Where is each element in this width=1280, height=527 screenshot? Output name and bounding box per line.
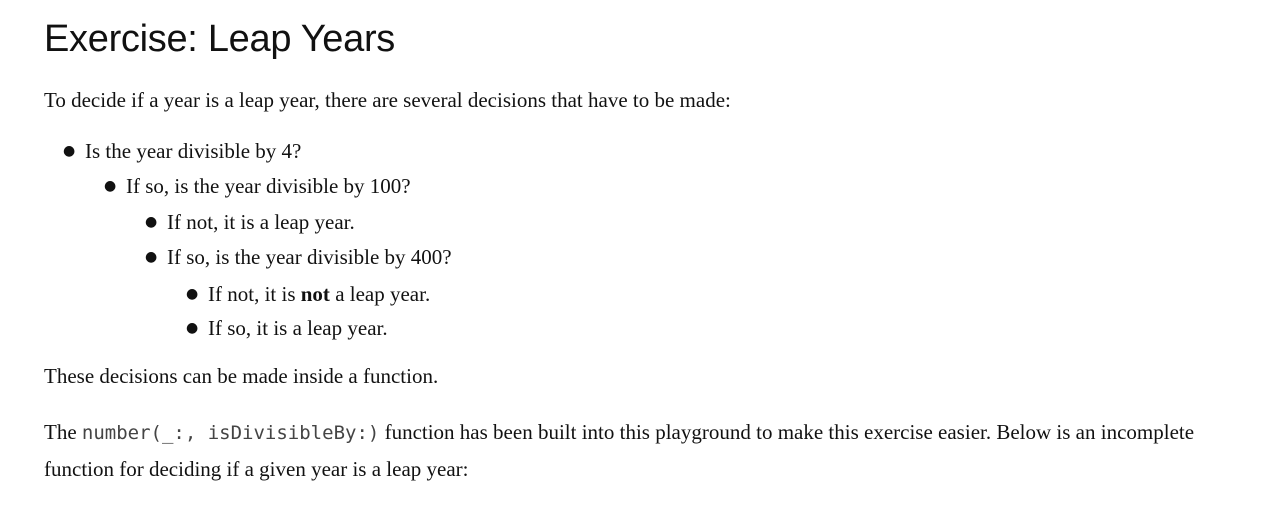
list-item-not-400-not-leap — [186, 279, 431, 309]
list-item-not-100-leap — [145, 207, 355, 237]
page-title: Exercise: Leap Years — [44, 18, 396, 60]
list-item-text: If so, is the year divisible by 100? — [126, 174, 411, 198]
bullet-icon: ● — [63, 143, 76, 159]
text-segment: function has been built into this playground to make this exercise easier. Below is an incomplete function for deciding if a given year is a leap year: — [44, 420, 1195, 481]
text-segment: The — [44, 420, 82, 444]
list-item-divisible-by-4 — [63, 136, 302, 166]
list-item-text: If not, it is a leap year. — [167, 210, 355, 234]
function-paragraph — [44, 414, 1264, 487]
bullet-icon: ● — [186, 320, 199, 336]
text-segment: If not, it is — [208, 282, 301, 306]
list-item-text: Is the year divisible by 4? — [85, 139, 302, 163]
bullet-icon: ● — [145, 214, 158, 230]
list-item-divisible-by-100 — [104, 171, 411, 201]
bullet-icon: ● — [186, 286, 199, 302]
list-item-divisible-by-400 — [145, 242, 452, 272]
intro-paragraph: To decide if a year is a leap year, there are several decisions that have to be made: — [44, 88, 731, 112]
list-item-text: If so, is the year divisible by 400? — [167, 245, 452, 269]
list-item-text — [208, 282, 430, 306]
bullet-icon: ● — [104, 178, 117, 194]
inline-code-function-name: number(_:, isDivisibleBy:) — [81, 422, 380, 444]
decisions-paragraph: These decisions can be made inside a function. — [44, 364, 439, 388]
emphasis-not: not — [300, 282, 330, 306]
bullet-icon: ● — [145, 249, 158, 265]
text-segment: a leap year. — [329, 282, 431, 306]
list-item-400-leap — [186, 313, 388, 343]
list-item-text: If so, it is a leap year. — [208, 316, 388, 340]
